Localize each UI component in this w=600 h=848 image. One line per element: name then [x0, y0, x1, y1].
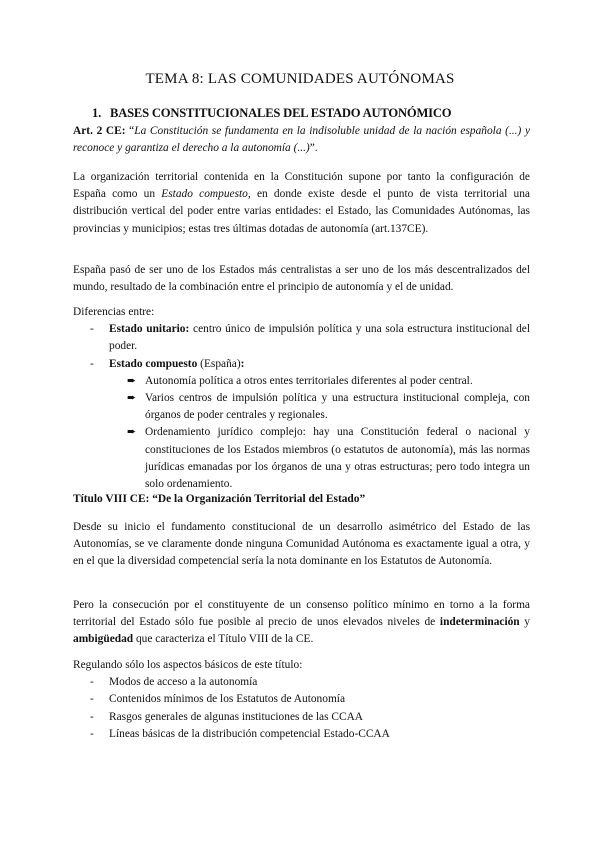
para4-part2: que caracteriza el Título VIII de la CE.	[133, 633, 314, 646]
list-item	[73, 356, 530, 373]
para4-bold1: indeterminación	[439, 616, 520, 629]
regulando-list	[73, 657, 530, 743]
sub-list-item	[73, 373, 530, 390]
unitario-text: centro único de impulsión política y una sola estructura institucional del poder.	[109, 323, 530, 353]
art2-quote-close: ”.	[309, 142, 318, 155]
compuesto-colon: :	[240, 357, 245, 370]
dash-bullet: -	[90, 693, 94, 706]
para1-part2: , en donde existe desde el punto de vista territorial una distribución vertical del poder entre varias entidades: el Estado, las Comunidades Autónomas, las provincias y municipios; estas tres últimas dotadas de autonomía (art.137CE).	[73, 188, 530, 235]
list-item	[73, 709, 530, 726]
sub-item-text: Ordenamiento jurídico complejo: hay una Constitución federal o nacional y constituciones de los Estados miembros (o estatutos de autonomía), más las normas jurídicas emanadas por los órganos de una y otras estructuras; pero todo integra un solo ordenamiento.	[145, 426, 530, 491]
dash-bullet: -	[90, 710, 94, 723]
dash-bullet: -	[90, 323, 94, 336]
dash-bullet: -	[90, 676, 94, 689]
sub-item-text: Autonomía política a otros entes territoriales diferentes al poder central.	[145, 374, 473, 387]
titulo8-quote: “De la Organización Territorial del Estado”	[152, 493, 366, 505]
arrow-bullet-icon: ➨	[127, 392, 137, 405]
titulo-viii-heading	[73, 491, 530, 508]
para4-and: y	[519, 616, 531, 629]
differences-list	[73, 304, 530, 493]
arrow-bullet-icon: ➨	[127, 374, 137, 387]
list-item-text: Modos de acceso a la autonomía	[109, 676, 258, 689]
compuesto-label: Estado compuesto	[109, 357, 198, 370]
list-item	[73, 321, 530, 355]
para1-italic: Estado compuesto	[161, 188, 248, 201]
art2-label: Art. 2 CE:	[73, 125, 126, 137]
para4-bold2: ambigüedad	[73, 633, 134, 646]
compuesto-paren: (España)	[197, 357, 241, 370]
regulando-intro: Regulando sólo los aspectos básicos de este título:	[73, 659, 303, 671]
list-item-text: Líneas básicas de la distribución competencial Estado-CCAA	[109, 727, 390, 740]
list-item-text: Contenidos mínimos de los Estatutos de Autonomía	[109, 693, 346, 706]
para2-text: España pasó de ser uno de los Estados más centralistas a ser uno de los más descentralizados del mundo, resultado de la combinación entre el principio de autonomía y el de unidad.	[73, 264, 530, 294]
section-number: 1.	[92, 106, 102, 120]
differences-intro: Diferencias entre:	[73, 306, 155, 318]
paragraph-desde	[73, 519, 530, 571]
para1-part1: La organización territorial contenida en la Constitución supone por tanto la configuración de España como un	[73, 171, 530, 201]
sub-list-item	[73, 390, 530, 424]
sub-list-item	[73, 424, 530, 493]
page-title: TEMA 8: LAS COMUNIDADES AUTÓNOMAS	[145, 71, 455, 87]
list-item	[73, 726, 530, 743]
dash-bullet: -	[90, 727, 94, 740]
unitario-label: Estado unitario:	[109, 323, 190, 336]
arrow-bullet-icon: ➨	[127, 426, 137, 439]
art2-quote: La Constitución se fundamenta en la indisoluble unidad de la nación española (...) y reconoce y garantiza el derecho a la autonomía (...)	[73, 125, 530, 155]
paragraph-organizacion	[73, 169, 530, 238]
art2-quote-open: “	[125, 125, 135, 137]
section-heading-text: BASES CONSTITUCIONALES DEL ESTADO AUTONÓMICO	[110, 106, 452, 120]
para4-part1: Pero la consecución por el constituyente de un consenso político mínimo en torno a la forma territorial del Estado sólo fue posible al precio de unos elevados niveles de	[73, 599, 530, 629]
art2-paragraph	[73, 123, 530, 157]
para3-text: Desde su inicio el fundamento constitucional de un desarrollo asimétrico del Estado de las Autonomías, se ve claramente donde ninguna Comunidad Autónoma es exactamente igual a otra, y en el que la diversidad competencial sería la nota dominante en los Estatutos de Autonomía.	[73, 521, 530, 568]
list-item-text: Rasgos generales de algunas instituciones de las CCAA	[109, 710, 364, 723]
titulo8-label: Título VIII CE:	[73, 493, 153, 505]
list-item	[73, 691, 530, 708]
sub-item-text: Varios centros de impulsión política y una estructura institucional compleja, con órganos de poder centrales y regionales.	[145, 392, 530, 422]
paragraph-espana	[73, 262, 530, 296]
list-item	[73, 674, 530, 691]
section-heading	[92, 106, 451, 121]
paragraph-consecucion	[73, 597, 530, 649]
dash-bullet: -	[90, 357, 94, 370]
